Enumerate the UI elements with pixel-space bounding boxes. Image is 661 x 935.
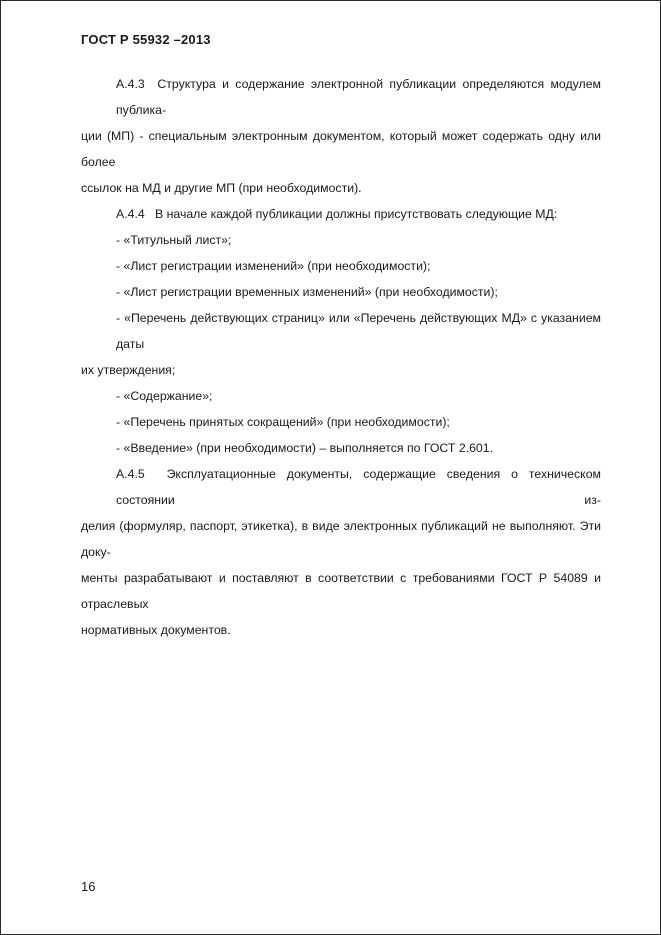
text-line: - «Содержание»; [116,389,213,403]
text-line: нормативных документов. [81,623,231,637]
text-line: - «Лист регистрации временных изменений» (при необходимости); [116,285,498,299]
text-line: - «Перечень принятых сокращений» (при необходимости); [116,415,450,429]
text-line: ции (МП) - специальным электронным документом, который может содержать одну или более [81,129,605,169]
text-line: менты разрабатывают и поставляют в соответствии с требованиями ГОСТ Р 54089 и отраслевых [81,571,605,611]
text-line: - «Титульный лист»; [116,233,232,247]
page-number: 16 [81,879,96,894]
text-line: А.4.4 В начале каждой публикации должны присутствовать следующие МД: [116,207,558,221]
text-line: - «Перечень действующих страниц» или «Перечень действующих МД» с указанием даты [116,311,605,351]
document-header-title: ГОСТ Р 55932 –2013 [81,32,211,47]
text-line: ссылок на МД и другие МП (при необходимости). [81,181,362,195]
document-body [81,71,605,643]
text-line: А.4.5 Эксплуатационные документы, содержащие сведения о техническом состоянии из- [116,467,605,507]
text-line: - «Введение» (при необходимости) – выполняется по ГОСТ 2.601. [116,441,494,455]
text-line: делия (формуляр, паспорт, этикетка), в виде электронных публикаций не выполняют. Эти доку- [81,519,605,559]
text-line: А.4.3 Структура и содержание электронной публикации определяются модулем публика- [116,77,605,117]
text-line: их утверждения; [81,363,176,377]
text-line: - «Лист регистрации изменений» (при необходимости); [116,259,431,273]
